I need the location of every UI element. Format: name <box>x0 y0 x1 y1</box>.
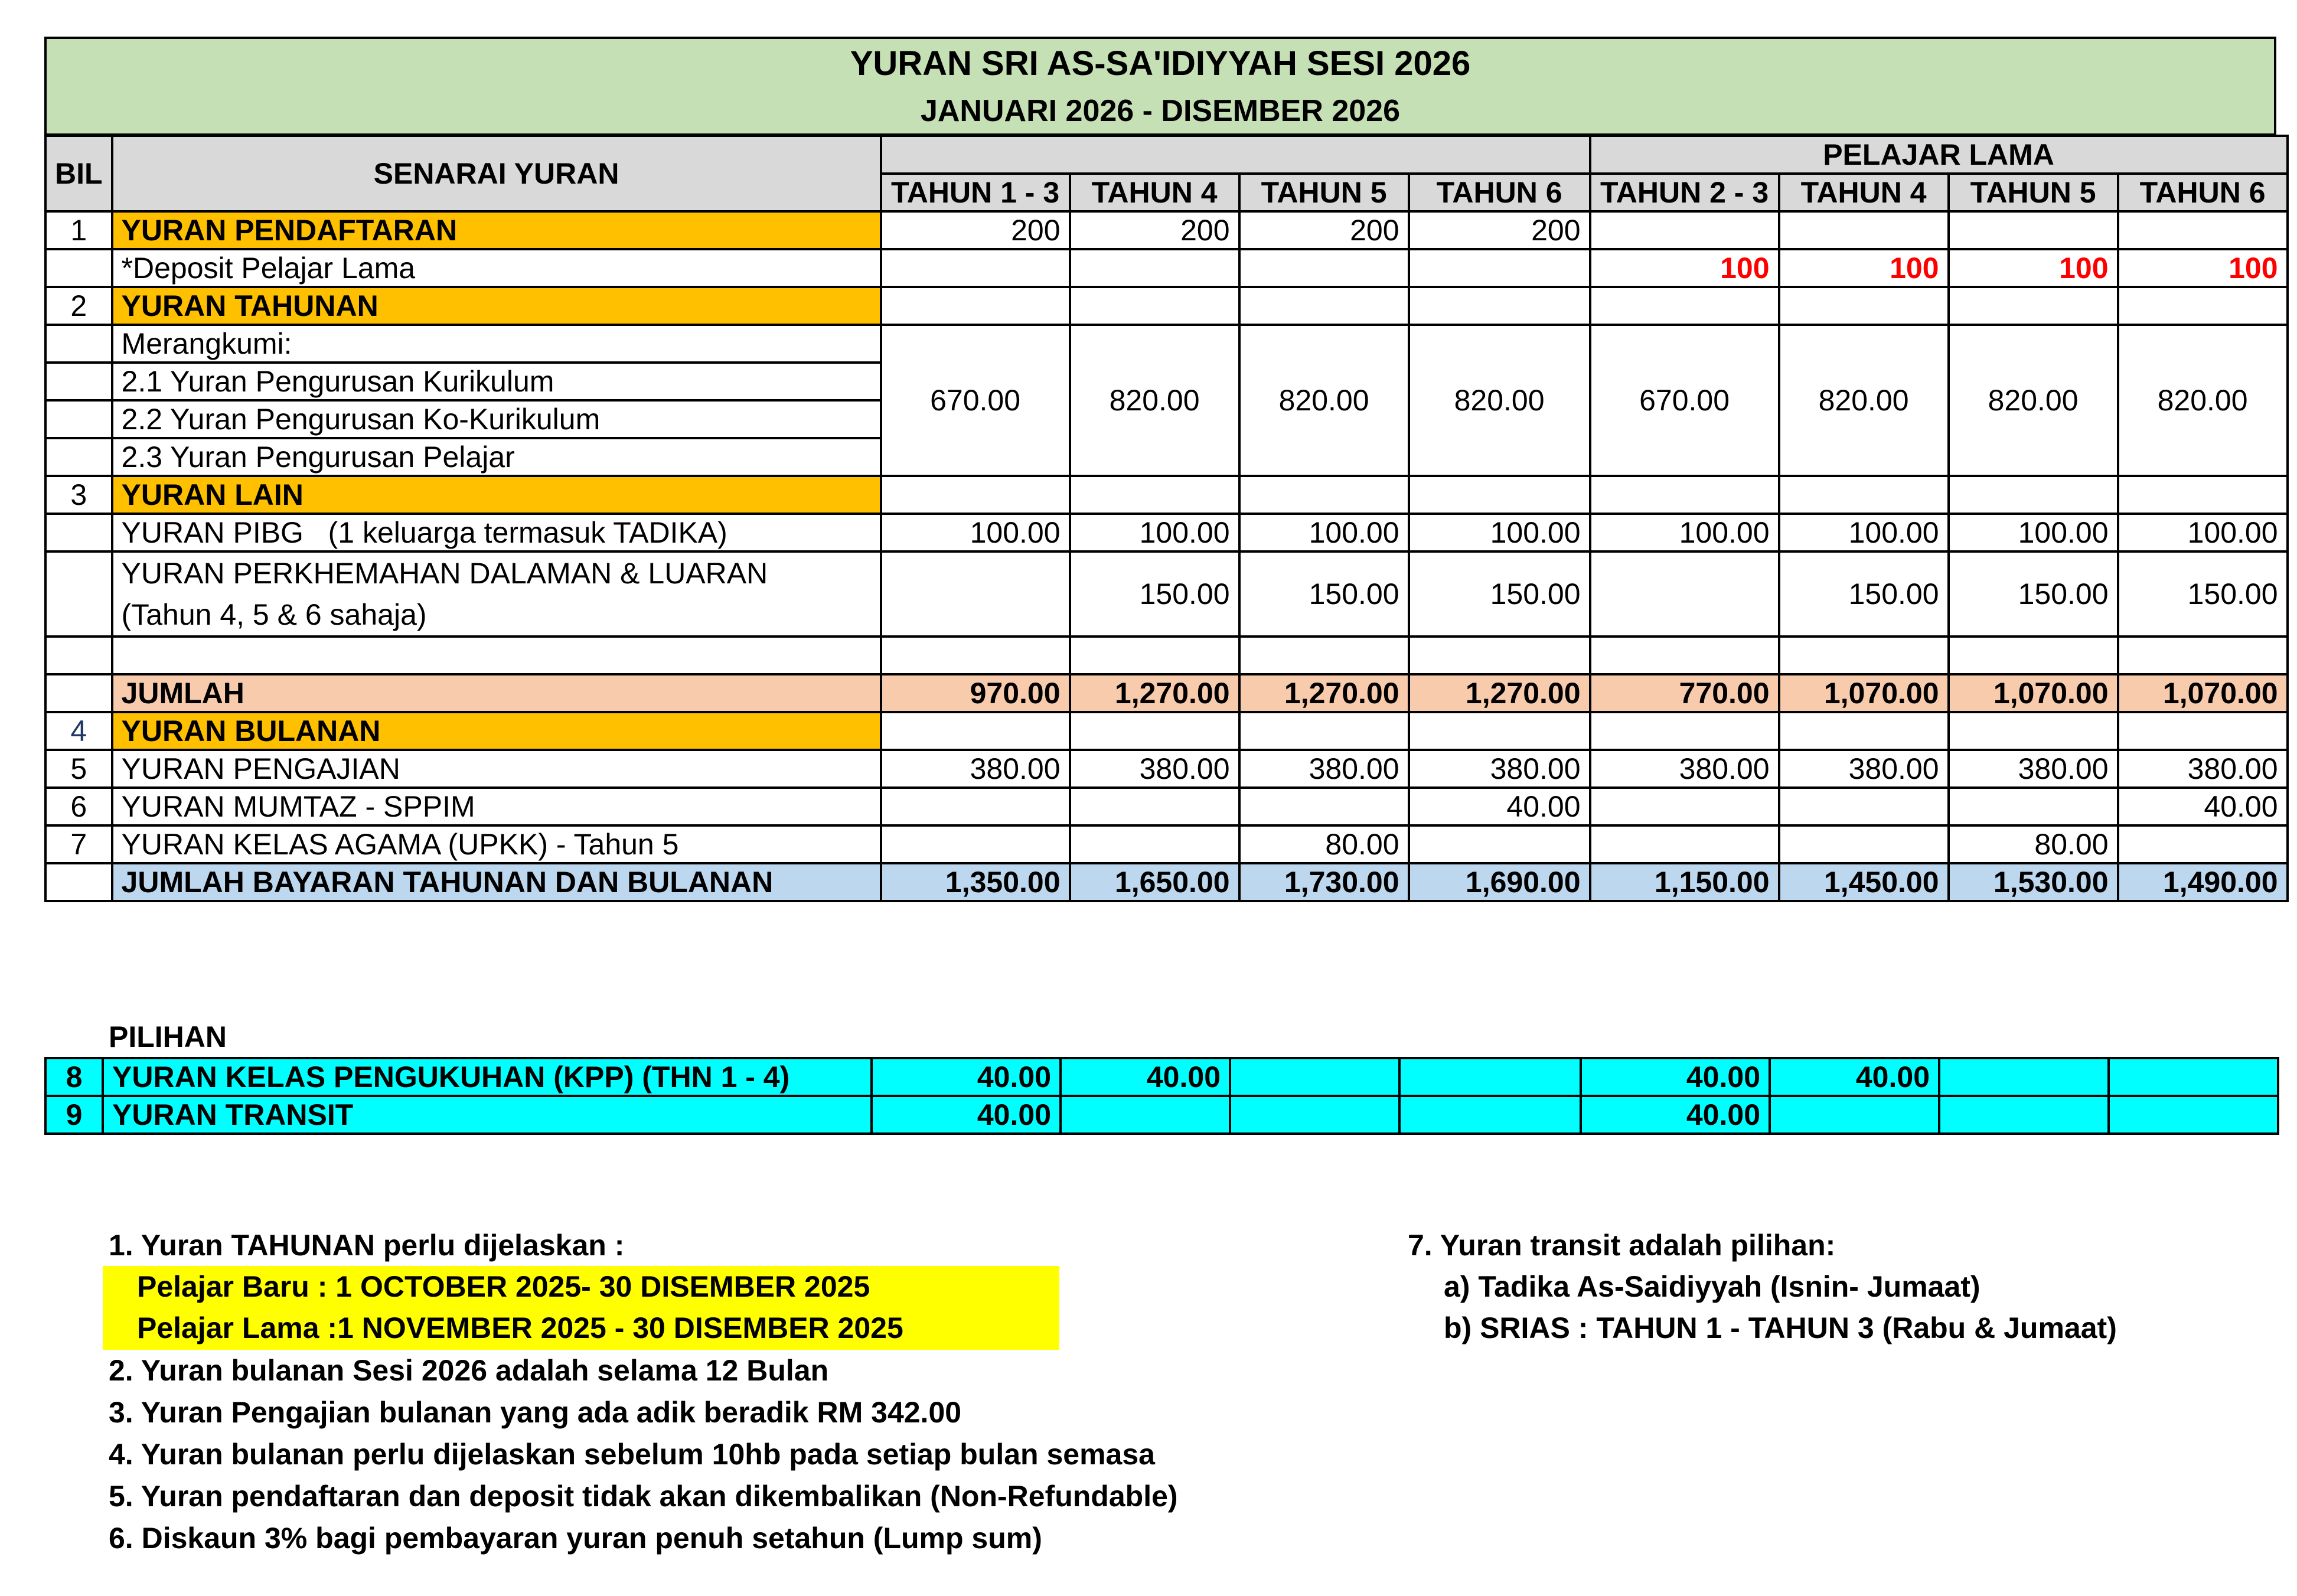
deposit-cell: 100 <box>1590 249 1779 287</box>
fee-cell: 380.00 <box>1409 750 1590 788</box>
empty-cell <box>112 637 881 674</box>
fee-cell <box>881 287 1070 325</box>
fee-cell: 100.00 <box>1590 514 1779 551</box>
col-header-year: TAHUN 6 <box>1409 174 1590 211</box>
row-number: 5 <box>45 750 112 788</box>
fee-cell <box>1239 788 1409 825</box>
note-7b: b) SRIAS : TAHUN 1 - TAHUN 3 (Rabu & Jumaat) <box>1444 1311 2117 1344</box>
fee-cell: 380.00 <box>2118 750 2288 788</box>
fee-cell <box>2118 825 2288 863</box>
fee-cell <box>881 712 1070 750</box>
row-tahunan <box>45 287 2288 325</box>
fee-cell: 820.00 <box>1070 325 1239 476</box>
row-number: 6 <box>45 788 112 825</box>
col-header-bil: BIL <box>45 136 112 211</box>
row-number: 1 <box>45 211 112 249</box>
fee-cell <box>1770 1096 1939 1134</box>
fee-cell <box>1949 211 2118 249</box>
col-header-year: TAHUN 5 <box>1239 174 1409 211</box>
fee-cell <box>1409 712 1590 750</box>
total-cell: 1,350.00 <box>881 863 1070 901</box>
fee-cell: 40.00 <box>1409 788 1590 825</box>
row-number: 2 <box>45 287 112 325</box>
item-label: 2.3 Yuran Pengurusan Pelajar <box>112 438 881 476</box>
fee-cell <box>2109 1058 2278 1096</box>
row-pengajian <box>45 750 2288 788</box>
row-merangkumi <box>45 325 2288 363</box>
fee-cell <box>1590 287 1779 325</box>
fee-cell: 820.00 <box>2118 325 2288 476</box>
page-title: YURAN SRI AS-SA'IDIYYAH SESI 2026 <box>850 44 1471 83</box>
row-deposit <box>45 249 2288 287</box>
subtotal-cell: 970.00 <box>881 674 1070 712</box>
fee-cell <box>1939 1096 2109 1134</box>
fee-cell: 150.00 <box>1779 551 1949 637</box>
fee-cell <box>1949 712 2118 750</box>
fee-cell <box>2118 712 2288 750</box>
fee-cell <box>1070 825 1239 863</box>
note-7a: a) Tadika As-Saidiyyah (Isnin- Jumaat) <box>1444 1270 1980 1303</box>
note-4: 4. Yuran bulanan perlu dijelaskan sebelum 10hb pada setiap bulan semasa <box>109 1438 1155 1471</box>
fee-cell <box>1061 1096 1230 1134</box>
empty-cell <box>1239 637 1409 674</box>
fee-cell <box>1590 551 1779 637</box>
row-bulanan <box>45 712 2288 750</box>
section-label: YURAN PENDAFTARAN <box>112 211 881 249</box>
row-transit <box>45 1096 2278 1134</box>
col-group-pelajar-lama: PELAJAR LAMA <box>1590 136 2288 174</box>
empty-cell <box>1070 637 1239 674</box>
total-cell: 1,530.00 <box>1949 863 2118 901</box>
fee-cell <box>1779 211 1949 249</box>
row-number <box>45 438 112 476</box>
fee-cell: 150.00 <box>1409 551 1590 637</box>
fee-cell: 100.00 <box>1949 514 2118 551</box>
col-header-year: TAHUN 6 <box>2118 174 2288 211</box>
empty-cell <box>1590 637 1779 674</box>
item-label-line: YURAN PERKHEMAHAN DALAMAN & LUARAN <box>121 557 768 590</box>
empty-cell <box>45 637 112 674</box>
fee-cell: 40.00 <box>872 1096 1061 1134</box>
fee-cell: 80.00 <box>1949 825 2118 863</box>
subtotal-label: JUMLAH <box>112 674 881 712</box>
item-label: 2.2 Yuran Pengurusan Ko-Kurikulum <box>112 400 881 438</box>
fee-cell <box>1239 712 1409 750</box>
section-label: YURAN BULANAN <box>112 712 881 750</box>
subtotal-cell: 1,270.00 <box>1239 674 1409 712</box>
total-cell: 1,150.00 <box>1590 863 1779 901</box>
item-label: YURAN KELAS AGAMA (UPKK) - Tahun 5 <box>112 825 881 863</box>
col-header-year: TAHUN 4 <box>1779 174 1949 211</box>
fee-cell <box>1590 712 1779 750</box>
row-number <box>45 863 112 901</box>
fee-cell <box>881 551 1070 637</box>
fee-cell <box>1409 249 1590 287</box>
item-label: YURAN PENGAJIAN <box>112 750 881 788</box>
row-number <box>45 325 112 363</box>
fee-cell: 670.00 <box>881 325 1070 476</box>
fee-table <box>44 135 2289 902</box>
fee-cell: 380.00 <box>1779 750 1949 788</box>
row-blank <box>45 637 2288 674</box>
row-number: 8 <box>45 1058 103 1096</box>
fee-cell <box>881 476 1070 514</box>
fee-cell: 150.00 <box>1239 551 1409 637</box>
deposit-cell: 100 <box>1949 249 2118 287</box>
fee-cell <box>1399 1058 1581 1096</box>
fee-cell: 100.00 <box>1779 514 1949 551</box>
fee-cell <box>2109 1096 2278 1134</box>
fee-cell <box>1070 712 1239 750</box>
total-cell: 1,650.00 <box>1070 863 1239 901</box>
fee-cell: 670.00 <box>1590 325 1779 476</box>
row-perkhemahan <box>45 551 2288 637</box>
fee-cell: 820.00 <box>1949 325 2118 476</box>
fee-cell <box>1779 825 1949 863</box>
col-header-year: TAHUN 1 - 3 <box>881 174 1070 211</box>
fee-cell: 40.00 <box>1581 1096 1770 1134</box>
subtotal-cell: 1,070.00 <box>1949 674 2118 712</box>
fee-cell: 150.00 <box>1949 551 2118 637</box>
fee-cell: 200 <box>1070 211 1239 249</box>
row-mumtaz <box>45 788 2288 825</box>
fee-cell <box>1239 287 1409 325</box>
subtotal-cell: 1,270.00 <box>1409 674 1590 712</box>
col-header-year: TAHUN 5 <box>1949 174 2118 211</box>
total-label: JUMLAH BAYARAN TAHUNAN DAN BULANAN <box>112 863 881 901</box>
fee-cell <box>1070 249 1239 287</box>
section-label: YURAN LAIN <box>112 476 881 514</box>
fee-cell: 100.00 <box>881 514 1070 551</box>
fee-cell <box>1399 1096 1581 1134</box>
note-1b: Pelajar Lama :1 NOVEMBER 2025 - 30 DISEMBER 2025 <box>137 1311 903 1344</box>
fee-cell <box>1949 788 2118 825</box>
fee-cell: 380.00 <box>1239 750 1409 788</box>
optional-section-title: PILIHAN <box>109 1020 227 1053</box>
empty-cell <box>881 637 1070 674</box>
total-cell: 1,450.00 <box>1779 863 1949 901</box>
total-cell: 1,730.00 <box>1239 863 1409 901</box>
col-header-year: TAHUN 4 <box>1070 174 1239 211</box>
row-number <box>45 363 112 400</box>
fee-cell <box>1779 287 1949 325</box>
fee-cell <box>1590 788 1779 825</box>
row-number: 3 <box>45 476 112 514</box>
fee-cell <box>1070 476 1239 514</box>
fee-cell: 100.00 <box>1239 514 1409 551</box>
empty-cell <box>1779 637 1949 674</box>
fee-cell: 80.00 <box>1239 825 1409 863</box>
row-number: 4 <box>45 712 112 750</box>
fee-cell <box>1239 476 1409 514</box>
fee-cell: 200 <box>1239 211 1409 249</box>
fee-cell <box>1779 476 1949 514</box>
fee-cell: 40.00 <box>1581 1058 1770 1096</box>
fee-cell: 40.00 <box>1061 1058 1230 1096</box>
fee-cell <box>1409 825 1590 863</box>
fee-cell: 380.00 <box>881 750 1070 788</box>
fee-cell: 100.00 <box>1070 514 1239 551</box>
fee-cell: 150.00 <box>2118 551 2288 637</box>
item-label: YURAN MUMTAZ - SPPIM <box>112 788 881 825</box>
fee-cell: 380.00 <box>1070 750 1239 788</box>
note-1a: Pelajar Baru : 1 OCTOBER 2025- 30 DISEMBER 2025 <box>137 1270 870 1303</box>
page-header <box>44 37 2276 136</box>
fee-cell: 100.00 <box>2118 514 2288 551</box>
fee-cell <box>1409 287 1590 325</box>
total-cell: 1,490.00 <box>2118 863 2288 901</box>
subtotal-cell: 1,070.00 <box>1779 674 1949 712</box>
fee-cell: 150.00 <box>1070 551 1239 637</box>
row-number <box>45 400 112 438</box>
row-kpp <box>45 1058 2278 1096</box>
empty-cell <box>2118 637 2288 674</box>
note-3: 3. Yuran Pengajian bulanan yang ada adik beradik RM 342.00 <box>109 1396 962 1429</box>
item-label: 2.1 Yuran Pengurusan Kurikulum <box>112 363 881 400</box>
fee-cell: 380.00 <box>1949 750 2118 788</box>
row-number <box>45 514 112 551</box>
col-header-senarai: SENARAI YURAN <box>112 136 881 211</box>
fee-cell <box>1779 788 1949 825</box>
item-label: YURAN TRANSIT <box>103 1096 872 1134</box>
item-label-line: (Tahun 4, 5 & 6 sahaja) <box>121 598 427 631</box>
fee-cell <box>2118 211 2288 249</box>
fee-cell: 40.00 <box>2118 788 2288 825</box>
item-label: YURAN PIBG (1 keluarga termasuk TADIKA) <box>112 514 881 551</box>
fee-cell: 820.00 <box>1779 325 1949 476</box>
fee-cell <box>881 825 1070 863</box>
note-5: 5. Yuran pendaftaran dan deposit tidak akan dikembalikan (Non-Refundable) <box>109 1480 1178 1513</box>
subtotal-cell: 1,070.00 <box>2118 674 2288 712</box>
fee-cell <box>1779 712 1949 750</box>
fee-cell: 40.00 <box>1770 1058 1939 1096</box>
header-row-1 <box>45 136 2288 174</box>
row-pendaftaran <box>45 211 2288 249</box>
subtotal-cell: 1,270.00 <box>1070 674 1239 712</box>
fee-cell <box>1230 1096 1399 1134</box>
fee-cell <box>881 249 1070 287</box>
fee-cell <box>2118 476 2288 514</box>
row-pibg <box>45 514 2288 551</box>
fee-cell <box>1070 788 1239 825</box>
fee-cell <box>2118 287 2288 325</box>
fee-cell: 40.00 <box>872 1058 1061 1096</box>
section-label: YURAN TAHUNAN <box>112 287 881 325</box>
fee-cell <box>1230 1058 1399 1096</box>
total-cell: 1,690.00 <box>1409 863 1590 901</box>
empty-cell <box>1949 637 2118 674</box>
subtotal-cell: 770.00 <box>1590 674 1779 712</box>
row-upkk <box>45 825 2288 863</box>
item-label: YURAN KELAS PENGUKUHAN (KPP) (THN 1 - 4) <box>103 1058 872 1096</box>
fee-cell <box>1070 287 1239 325</box>
fee-cell <box>1939 1058 2109 1096</box>
fee-cell <box>1949 476 2118 514</box>
note-6: 6. Diskaun 3% bagi pembayaran yuran penuh setahun (Lump sum) <box>109 1522 1042 1555</box>
fee-cell <box>881 788 1070 825</box>
row-number: 7 <box>45 825 112 863</box>
page-subtitle: JANUARI 2026 - DISEMBER 2026 <box>920 94 1401 128</box>
item-label: *Deposit Pelajar Lama <box>112 249 881 287</box>
fee-cell <box>1590 211 1779 249</box>
fee-cell: 820.00 <box>1239 325 1409 476</box>
row-jumlah-bayaran <box>45 863 2288 901</box>
note-1: 1. Yuran TAHUNAN perlu dijelaskan : <box>109 1229 625 1262</box>
fee-cell: 100.00 <box>1409 514 1590 551</box>
fee-cell: 200 <box>1409 211 1590 249</box>
fee-cell <box>1239 249 1409 287</box>
item-label: Merangkumi: <box>112 325 881 363</box>
row-number <box>45 551 112 637</box>
row-lain <box>45 476 2288 514</box>
fee-cell: 380.00 <box>1590 750 1779 788</box>
col-group-new <box>881 136 1590 174</box>
fee-cell <box>1590 825 1779 863</box>
fee-cell <box>1409 476 1590 514</box>
note-2: 2. Yuran bulanan Sesi 2026 adalah selama 12 Bulan <box>109 1354 829 1387</box>
fee-cell <box>1949 287 2118 325</box>
row-number: 9 <box>45 1096 103 1134</box>
fee-cell: 820.00 <box>1409 325 1590 476</box>
item-label <box>112 551 881 637</box>
row-number <box>45 249 112 287</box>
fee-cell: 200 <box>881 211 1070 249</box>
optional-fee-table <box>44 1057 2279 1135</box>
row-number <box>45 674 112 712</box>
fee-cell <box>1590 476 1779 514</box>
empty-cell <box>1409 637 1590 674</box>
deposit-cell: 100 <box>1779 249 1949 287</box>
col-header-year: TAHUN 2 - 3 <box>1590 174 1779 211</box>
row-jumlah <box>45 674 2288 712</box>
deposit-cell: 100 <box>2118 249 2288 287</box>
note-7: 7. Yuran transit adalah pilihan: <box>1408 1229 1836 1262</box>
